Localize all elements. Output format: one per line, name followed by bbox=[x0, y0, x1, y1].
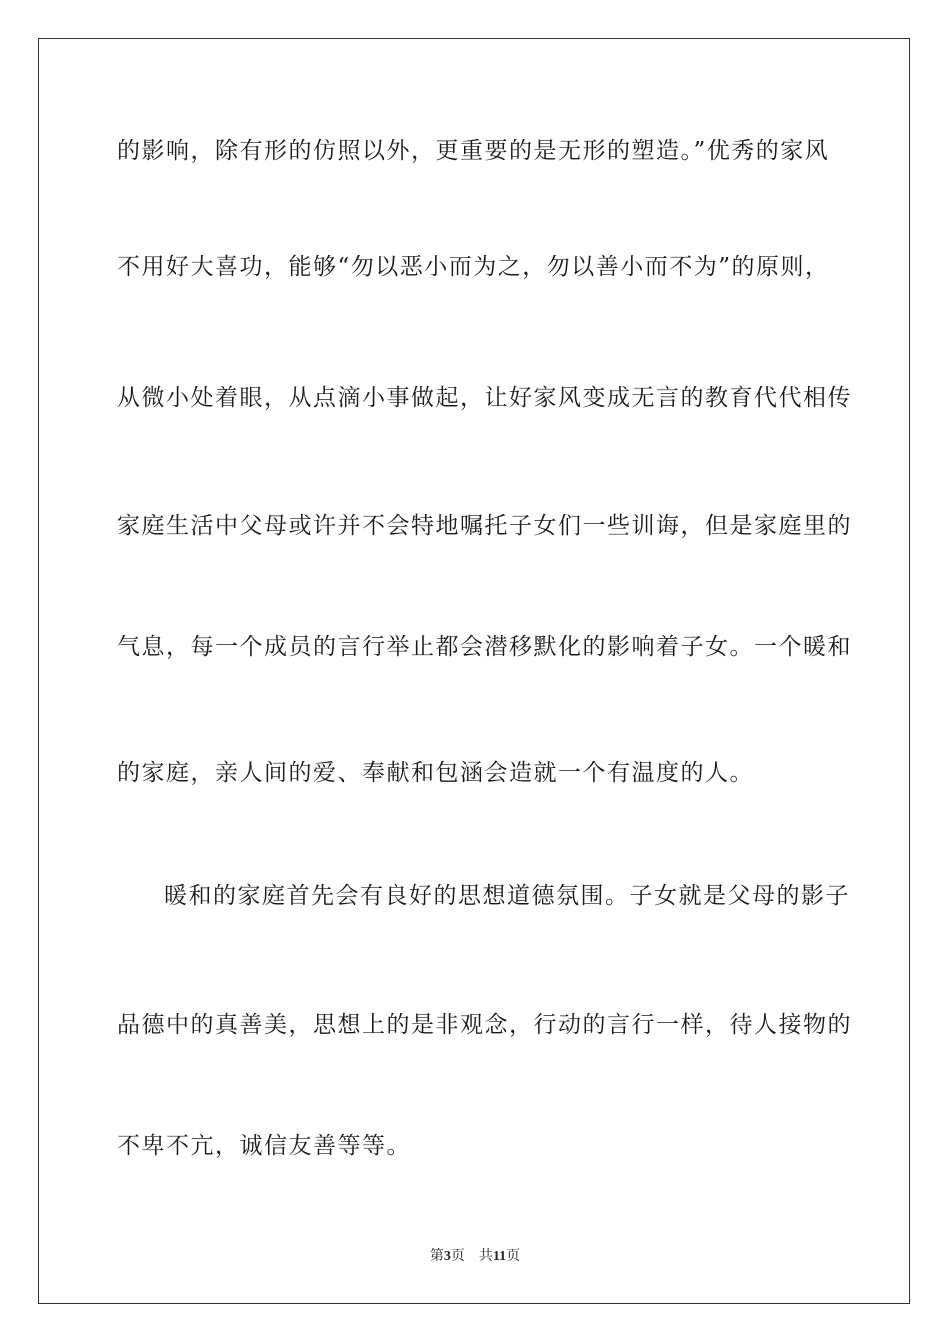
text-line-4: 家庭生活中父母或许并不会特地嘱托子女们一些训诲，但是家庭里的 bbox=[117, 513, 852, 539]
text-line-7: 暖和的家庭首先会有良好的思想道德氛围。子女就是父母的影子 bbox=[164, 883, 850, 909]
text-line-6: 的家庭，亲人间的爱、奉献和包涵会造就一个有温度的人。 bbox=[117, 760, 754, 786]
text-line-5: 气息，每一个成员的言行举止都会潜移默化的影响着子女。一个暖和 bbox=[117, 634, 852, 660]
text-line-8: 品德中的真善美，思想上的是非观念，行动的言行一样，待人接物的 bbox=[117, 1012, 852, 1038]
footer-page-prefix: 第 bbox=[429, 1248, 444, 1264]
text-line-9: 不卑不亢，诚信友善等等。 bbox=[117, 1133, 411, 1159]
footer-page-number: 3 bbox=[443, 1249, 451, 1264]
footer-page-suffix: 页 bbox=[450, 1248, 465, 1264]
footer-total-prefix: 共 bbox=[478, 1248, 493, 1264]
page-footer bbox=[0, 1247, 950, 1266]
text-line-2: 不用好大喜功，能够“勿以恶小而为之，勿以善小而不为”的原则， bbox=[117, 254, 830, 280]
page-border bbox=[38, 38, 910, 1304]
footer-total-pages: 11 bbox=[492, 1249, 507, 1264]
text-line-1: 的影响，除有形的仿照以外，更重要的是无形的塑造。”优秀的家风 bbox=[117, 138, 830, 164]
footer-total-suffix: 页 bbox=[506, 1248, 521, 1264]
text-line-3: 从微小处着眼，从点滴小事做起，让好家风变成无言的教育代代相传 bbox=[117, 385, 852, 411]
